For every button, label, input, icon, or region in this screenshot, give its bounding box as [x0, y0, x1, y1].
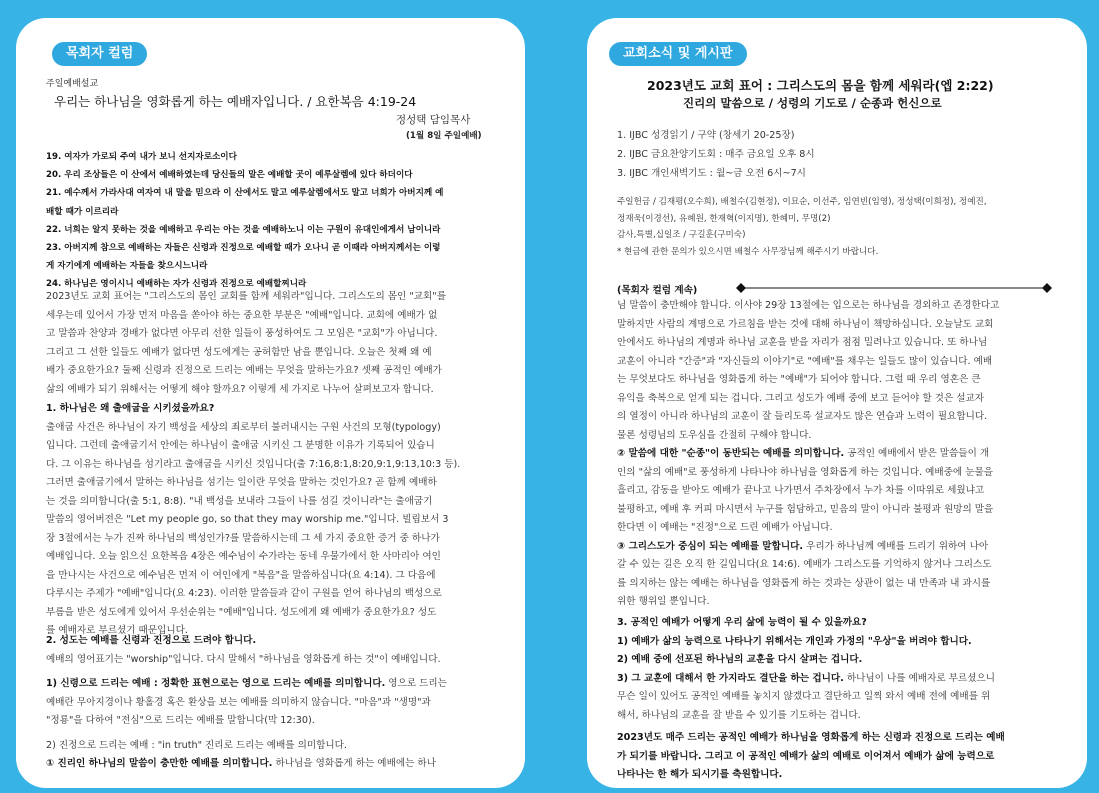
text-line: "정룡"을 다하여 "전심"으로 드리는 예배를 말합니다(막 12:30). — [46, 715, 315, 726]
closing-paragraph — [617, 729, 1005, 785]
text-line: 안에서도 하나님의 계명과 하나님 교훈을 받을 자리가 점점 밀려나고 있습니다. 또 하나님 — [617, 337, 988, 348]
scripture-line: 24. 하나님은 영이시니 예배하는 자가 신령과 진정으로 예배할찌니라 — [46, 279, 307, 290]
preacher-name: 정성택 담임목사 — [396, 114, 471, 126]
scripture-line: 21. 예수께서 가라사대 여자여 내 말을 믿으라 이 산에서도 말고 예루살렘에서도 말고 너희가 아버지께 예 — [46, 188, 444, 199]
text-line: 한다면 이 예배는 "진정"으로 드린 예배가 아닙니다. — [617, 522, 833, 533]
text-line: 예배의 영어표기는 "worship"입니다. 다시 말해서 "하나님을 영화롭게 하는 것"이 예배입니다. — [46, 653, 441, 665]
text-line: 그러면 출애굽기에서 말하는 하나님을 섬기는 일이란 무엇을 말하는 것인가요? 곧 함께 예배하 — [46, 477, 437, 488]
scripture-line: 배할 때가 이르리라 — [46, 206, 119, 217]
sermon-title: 우리는 하나님을 영화롭게 하는 예배자입니다. / 요한복음 4:19-24 — [54, 94, 417, 109]
text-line: 물론 성령님의 도우심을 간절히 구해야 합니다. — [617, 429, 812, 441]
scripture-line: 20. 우리 조상들은 이 산에서 예배하였는데 당신들의 말은 예배할 곳이 예루살렘에 있다 하더이다 — [46, 170, 413, 181]
point-3-emphasis: 3) 그 교훈에 대해서 한 가지라도 결단을 하는 겁니다. — [617, 672, 844, 684]
text-line: 를 의지하는 않는 예배는 하나님을 영화롭게 하는 것과는 상관이 없는 내 만족과 내 과시를 — [617, 577, 991, 589]
offering-line: 정재욱(이경선), 유혜원, 한재혁(이지명), 한혜미, 무명(2) — [617, 213, 831, 224]
scripture-line: 22. 너희는 알지 못하는 것을 예배하고 우리는 아는 것을 예배하노니 이는 구원이 유대인에게서 남이니라 — [46, 224, 441, 235]
intro-paragraph — [46, 288, 446, 399]
text-line: 불평하고, 예배 후 커피 마시면서 누구를 험담하고, 믿음의 말이 아니라 불평과 원망의 말을 — [617, 503, 994, 515]
text-line: 삶의 예배가 되기 위해서는 어떻게 해야 할까요? 이렇게 세 가지로 나누어 살펴보고자 합니다. — [46, 383, 434, 395]
news-item: 3. IJBC 개인새벽기도 : 월~금 오전 6시~7시 — [617, 168, 806, 179]
spirit-worship-label: 1) 신령으로 드리는 예배 : — [46, 678, 162, 689]
section-tab-pastor-column: 목회자 컬럼 — [52, 42, 147, 66]
news-item: 2. IJBC 금요찬양기도회 : 매주 금요일 오후 8시 — [617, 149, 815, 160]
text-line: 인의 "삶의 예배"로 풍성하게 나타나야 하나님을 영화롭게 하는 것입니다. 예배중에 눈물을 — [617, 466, 994, 478]
text-fragment: 공적인 예배에서 받은 말씀들이 개 — [844, 448, 990, 459]
text-line: 유익을 축복으로 얻게 되는 겁니다. 그리고 성도가 예배 중에 보고 듣어야 할 것은 설교자 — [617, 392, 985, 404]
offering-line: 감사,특별,십일조 / 구길훈(구미숙) — [617, 230, 746, 240]
text-line: 2023년도 매주 드리는 공적인 예배가 하나님을 영화롭게 하는 신령과 진정으로 드리는 예배 — [617, 732, 1005, 743]
text-line: 출애굽 사건은 하나님이 자기 백성을 세상의 죄로부터 불러내시는 구원 사건의 모형(typology) — [46, 421, 441, 433]
text-line: 가 되기를 바랍니다. 그리고 이 공적인 예배가 삶의 예배로 이어져서 예배가 삶에 능력으로 — [617, 750, 995, 762]
section-heading: 1. 하나님은 왜 출애굽을 시키셨을까요? — [46, 403, 215, 414]
text-line: 다루시는 주제가 "예배"입니다(요 4:23). 이러한 말씀들과 같이 구원을 얻어 하나님의 백성으로 — [46, 588, 442, 599]
sermon-category: 주일예배설교 — [46, 79, 99, 89]
spirit-worship-emphasis: 정확한 표현으로는 영으로 드리는 예배를 의미합니다. — [161, 678, 386, 689]
section-tab-church-news: 교회소식 및 게시판 — [609, 42, 747, 66]
text-line: 말하지만 사람의 계명으로 가르침을 받는 것에 대해 하나님이 책망하십니다. 오늘날도 교회 — [617, 318, 994, 330]
news-item: 1. IJBC 성경읽기 / 구약 (창세기 20-25장) — [617, 130, 795, 141]
text-line: 위한 행위일 뿐입니다. — [617, 596, 710, 607]
offering-line: * 현금에 관한 문의가 있으시면 배철수 사무장님께 해주시기 바랍니다. — [617, 246, 879, 257]
text-line: 말씀의 영어버전은 "Let my people go, so that they may worship me."입니다. 빌립보서 3 — [46, 514, 449, 525]
text-line: 배가 중요한가요? 둘째 신령과 진정으로 드리는 예배는 무엇을 말하는가요? 셋째 공적인 예배가 — [46, 365, 442, 376]
text-fragment: 하나님이 나를 예배자로 부르셨으니 — [843, 672, 995, 684]
scripture-line: 게 자기에게 예배하는 자들을 찾으시느니라 — [46, 261, 208, 272]
text-line: 을 만나시는 사건으로 예수님은 먼저 이 여인에게 "복음"을 말씀하십니다(요 4:14). 그 다음에 — [46, 569, 436, 581]
truth-worship-heading: 2) 진정으로 드리는 예배 : "in truth" 진리로 드리는 예배를 의미합니다. — [46, 739, 347, 751]
text-line: 갈 수 있는 길은 오직 한 길입니다(요 14:6). 예배가 그리스도를 기억하지 않거나 그리스도 — [617, 559, 992, 570]
scripture-line: 23. 아버지께 참으로 예배하는 자들은 신령과 진정으로 예배할 때가 오나니 곧 이때라 아버지께서는 이렇 — [46, 243, 441, 254]
text-line: 무슨 일이 있어도 공적인 예배를 놓치지 않겠다고 결단하고 일찍 와서 예배 전에 예배를 위 — [617, 691, 991, 702]
section-heading: 2. 성도는 예배를 신령과 진정으로 드려야 합니다. — [46, 635, 257, 646]
text-line: 그리고 그 선한 일들도 예배가 없다면 성도에게는 공허함만 남을 뿐입니다. 오늘은 첫째 왜 예 — [46, 346, 432, 358]
text-line: 입니다. 그런데 출애굽기서 안에는 하나님이 출애굽 시키신 그 분명한 이유가 기록되어 있습니 — [46, 440, 435, 451]
text-line: 장 3절에서는 누가 진짜 하나님의 백성인가?를 말씀하시는데 그 세 가지 중요한 증거 중 하나가 — [46, 532, 440, 544]
section-2 — [46, 632, 447, 774]
point-3-emphasis: ③ 그리스도가 중심이 되는 예배를 말합니다. — [617, 540, 804, 552]
text-line: 흘리고, 감동을 받아도 예배가 끝나고 나가면서 주차장에서 누가 차를 이따위로 세웠냐고 — [617, 485, 985, 496]
text-line: 교훈이 아니라 "간증"과 "자신들의 이야기"로 "예배"를 채우는 일들도 많이 있습니다. 예배 — [617, 355, 993, 367]
motto-subtitle: 진리의 말씀으로 / 성령의 기도로 / 순종과 헌신으로 — [683, 96, 942, 110]
right-page-panel — [587, 18, 1087, 788]
divider-line — [735, 282, 1053, 294]
truth-point-1-emphasis: ① 진리인 하나님의 말씀이 충만한 예배를 의미합니다. — [46, 758, 273, 769]
text-line: 2023년도 교회 표어는 "그리스도의 몸인 교회를 함께 세워라"입니다. 그리스도의 몸인 "교회"를 — [46, 291, 446, 302]
text-fragment: 영으로 드리는 — [385, 678, 447, 689]
text-line: 1) 예배가 삶의 능력으로 나타나기 위해서는 개인과 가정의 "우상"을 버려야 합니다. — [617, 635, 972, 647]
text-line: 나타나는 한 해가 되시기를 축원합니다. — [617, 769, 783, 780]
offering-line: 주일헌금 / 김재평(오수희), 배철수(김현정), 이묘순, 이선주, 임연빈(임영), 정성택(이희정), 정예진, — [617, 197, 987, 207]
scripture-passage — [46, 148, 443, 294]
scripture-line: 19. 여자가 가로되 주여 내가 보니 선지자로소이다 — [46, 152, 237, 162]
section-3 — [617, 614, 995, 725]
text-line: 부름을 받은 성도에게 있어서 우선순위는 "예배"입니다. 성도에게 왜 예배가 중요한가요? 성도 — [46, 606, 437, 618]
text-line: 해서, 하나님의 교훈을 잘 받을 수 있기를 기도하는 겁니다. — [617, 709, 861, 721]
section-1 — [46, 400, 460, 641]
column-continued-label: (목회자 컬럼 계속) — [617, 285, 698, 296]
text-line: 세우는데 있어서 가장 먼저 마음을 쏟아야 하는 중요한 부분은 "예배"입니다. 교회에 예배가 없 — [46, 309, 438, 321]
text-line: 를 예배자로 부르셨기 때문입니다. — [46, 625, 188, 636]
motto-title: 2023년도 교회 표어 : 그리스도의 몸을 함께 세워라(엡 2:22) — [647, 78, 994, 93]
text-line: 예배입니다. 오늘 읽으신 요한복음 4장은 예수님이 수가라는 동네 우물가에서 한 사마리아 여인 — [46, 551, 441, 562]
offering-list — [617, 194, 987, 260]
text-fragment: 하나님을 영화롭게 하는 예배에는 하나 — [272, 758, 436, 769]
church-news-list — [617, 126, 815, 183]
text-line: 는 것을 의미합니다(출 5:1, 8:8). "내 백성을 보내라 그들이 나를 섬길 것이니라"는 출애굽기 — [46, 495, 433, 507]
left-page-panel — [16, 18, 525, 788]
column-continued-body — [617, 297, 999, 612]
text-line: 는 무엇보다도 하나님을 영화롭게 하는 "예배"가 되어야 합니다. 그럴 때 우리 영혼은 큰 — [617, 374, 981, 385]
text-line: 의 열정이 아니라 하나님의 교훈이 잘 들리도록 설교자도 많은 연습과 노력이 필요합니다. — [617, 411, 988, 422]
sermon-date: (1월 8일 주일예배) — [406, 131, 482, 141]
text-line: 님 말씀이 충만해야 합니다. 이사야 29장 13절에는 입으로는 하나님을 경외하고 존경한다고 — [617, 300, 1000, 311]
section-heading: 3. 공적인 예배가 어떻게 우리 삶에 능력이 될 수 있을까요? — [617, 617, 867, 628]
text-line: 2) 예배 중에 선포된 하나님의 교훈을 다시 살펴는 겁니다. — [617, 654, 863, 665]
point-2-emphasis: ② 말씀에 대한 "순종"이 동반되는 예배를 의미합니다. — [617, 448, 845, 459]
text-line: 예배란 무아지경이나 황홀경 혹은 환상을 보는 예배를 의미하지 않습니다. "마음"과 "생명"과 — [46, 696, 431, 708]
text-fragment: 우리가 하나님께 예배를 드리기 위하여 나아 — [803, 540, 989, 552]
text-line: 다. 그 이유는 하나님을 섬기라고 출애굽을 시키신 것입니다(출 7:16,8:1,8:20,9:1,9:13,10:3 등). — [46, 458, 461, 470]
text-line: 고 말씀과 찬양과 경배가 없다면 아무리 선한 일들이 풍성하여도 그 모임은 "교회"가 아닙니다. — [46, 328, 438, 339]
